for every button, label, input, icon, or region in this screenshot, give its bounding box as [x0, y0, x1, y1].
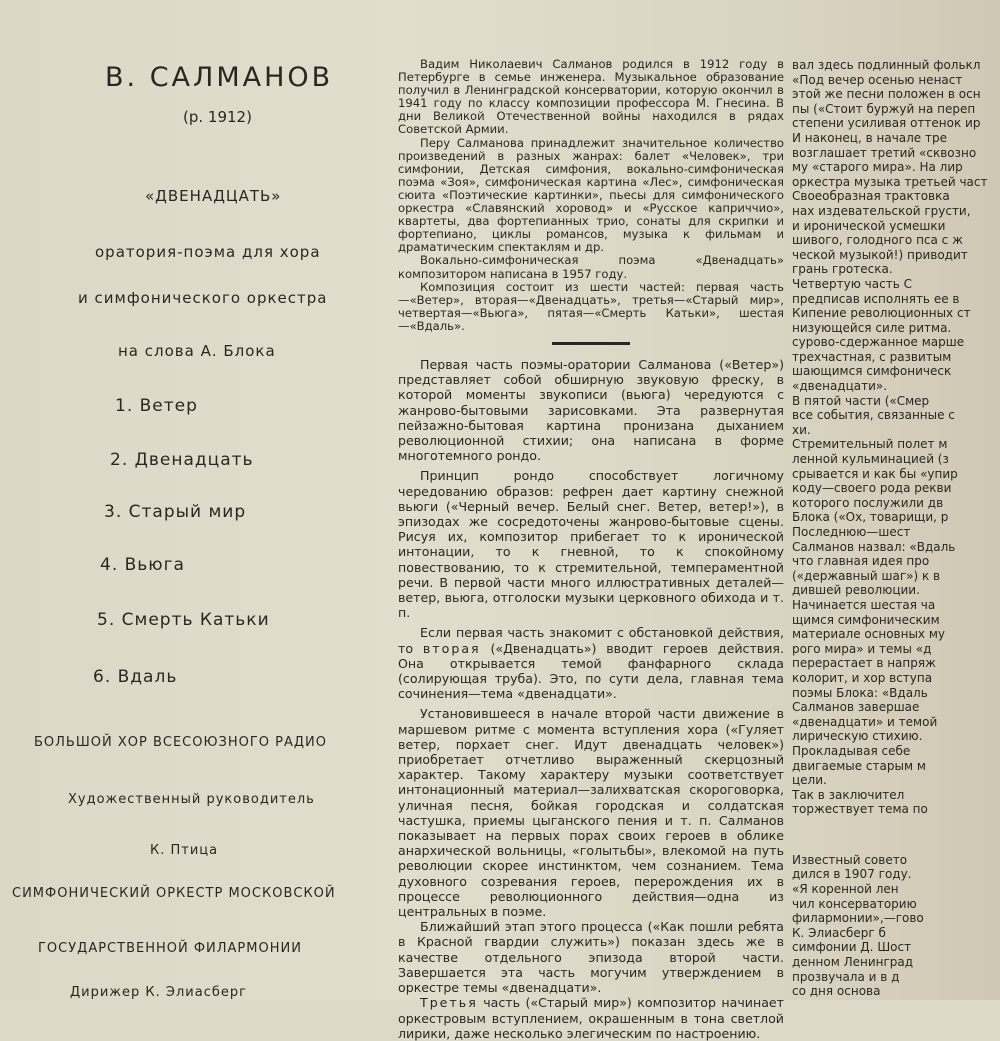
right-column-line: перерастает в напряж [792, 656, 936, 671]
work-title: «ДВЕНАДЦАТЬ» [145, 187, 282, 205]
right-column-line: ческой музыкой!) приводит [792, 247, 968, 262]
works-paragraph: Перу Салманова принадлежит значительное количество произведений в разных жанрах: балет «Человек», три симфонии, Детская симфония, вокально-симфоническая поэма «Зоя», симфоническая картина «Лес», симфоническая сюита «Поэтические картинки», пьесы для симфонического оркестра «Славянский хоровод» и «Русское каприччио», квартеты, два фортепианных трио, сонаты для скрипки и фортепиано, циклы романсов, музыка к фильмам и драматическим спектаклям и др. [398, 135, 784, 255]
right-column-line: цели. [792, 773, 827, 788]
right-column-line: колорит, и хор вступа [792, 670, 933, 685]
right-column-line: все события, связанные с [792, 408, 955, 423]
right-column-line: («державный шаг») к в [792, 568, 941, 583]
part-6: 6. Вдаль [93, 667, 178, 687]
right-column-line: Начинается шестая ча [792, 597, 936, 612]
analysis-paragraph-4: Установившееся в начале второй части движение в маршевом ритме с момента вступления хора («Гуляет ветер, порхает снег. Идут двенадцать человек») приобретает отчетливо выраженный скерцозный характер. Такому характеру музыки соответствует интонационный материал—залихватская скороговорка, уличная песня, бойкая городская и солдатская частушка, приемы цыганского пения и т. п. Салманов показывает на первых порах своих героев в облике анархической вольницы, «голытьбы», влекомой на путь революции скорее инстинктом, чем сознанием. Тема духовного созревания героев, перерождения их в процессе революционного действия—одна из центральных в поэме. [398, 706, 784, 920]
right-column-line: хи. [792, 422, 811, 437]
right-column-line: двигаемые старым м [792, 758, 926, 773]
right-column-line: Блока («Ох, товарищи, р [792, 510, 949, 525]
right-column-line: рого мира» и темы «д [792, 641, 932, 656]
right-column-line: лирическую стихию. [792, 729, 923, 744]
middle-column [398, 58, 784, 1041]
right-column-line: вал здесь подлинный фолькл [792, 58, 981, 72]
part-5: 5. Смерть Катьки [97, 610, 270, 630]
right-column-line: сурово-сдержанное марше [792, 335, 965, 350]
date-paragraph: Вокально-симфоническая поэма «Двенадцать» композитором написана в 1957 году. [398, 253, 784, 281]
right-column-line: симфонии Д. Шост [792, 940, 912, 955]
right-column-line: «Под вечер осенью ненаст [792, 72, 963, 87]
right-column-line: Кипение революционных ст [792, 306, 971, 321]
right-column-line: коду—своего рода рекви [792, 481, 952, 496]
right-column-line: шающимся симфоническ [792, 364, 952, 379]
right-column-line: шивого, голодного пса с ж [792, 233, 963, 248]
structure-paragraph: Композиция состоит из шести частей: первая часть—«Ветер», вторая—«Двенадцать», третья—«Старый мир», четвертая—«Вьюга», пятая—«Смерть Катьки», шестая—«Вдаль». [398, 279, 784, 333]
right-column-line: К. Элиасберг б [792, 925, 886, 940]
choir-director-name: К. Птица [150, 843, 219, 858]
right-column-line: грань гротеска. [792, 262, 893, 277]
right-column-line: торжествует тема по [792, 802, 928, 817]
right-column-line: му «старого мира». На лир [792, 160, 963, 175]
subtitle-line-1: оратория-поэма для хора [95, 243, 321, 261]
right-column-line: со дня основа [792, 984, 881, 999]
right-column-line: этой же песни положен в осн [792, 87, 981, 102]
right-column-line: нах издевательской грусти, [792, 203, 971, 218]
right-column-line: предписав исполнять ее в [792, 291, 960, 306]
right-column-line: поэмы Блока: «Вдаль [792, 685, 928, 700]
right-column-line: Прокладывая себе [792, 743, 911, 758]
analysis-paragraph-3: Если первая часть знакомит с обстановкой действия, то вторая («Двенадцать») вводит героев действия. Она открывается темой фанфарного склада (солирующая труба). Это, по сути дела, главная тема сочинения—тема «двенадцати». [398, 625, 784, 702]
right-column-line: которого послужили дв [792, 495, 944, 510]
right-column-line: Салманов назвал: «Вдаль [792, 539, 956, 554]
part-1: 1. Ветер [115, 396, 198, 416]
right-column-line: возглашает третий «сквозно [792, 145, 977, 160]
right-column-line: и иронической усмешки [792, 218, 946, 233]
left-column [0, 0, 380, 1000]
part-4: 4. Вьюга [100, 555, 185, 575]
subtitle-line-2: и симфонического оркестра [78, 289, 328, 307]
conductor: Дирижер К. Элиасберг [70, 985, 247, 1000]
right-column-line: «двенадцати» и темой [792, 714, 938, 729]
orchestra-name-2: ГОСУДАРСТВЕННОЙ ФИЛАРМОНИИ [38, 941, 302, 956]
composer-name: В. САЛМАНОВ [105, 62, 334, 93]
choir-name: БОЛЬШОЙ ХОР ВСЕСОЮЗНОГО РАДИО [34, 735, 327, 750]
right-column-line: низующейся силе ритма. [792, 320, 952, 335]
choir-director-label: Художественный руководитель [68, 792, 315, 807]
orchestra-name-1: СИМФОНИЧЕСКИЙ ОРКЕСТР МОСКОВСКОЙ [12, 886, 336, 901]
right-column-line: что главная идея про [792, 554, 930, 569]
composer-years: (р. 1912) [183, 108, 252, 126]
right-column-line: степени усиливая оттенок ир [792, 116, 981, 131]
right-column-line: прозвучала и в д [792, 969, 900, 984]
section-divider [552, 342, 630, 345]
analysis-text [398, 357, 784, 1041]
right-column-line: чил консерваторию [792, 896, 917, 911]
right-column-line: Своеобразная трактовка [792, 189, 950, 204]
right-column-line: Четвертую часть С [792, 276, 912, 291]
right-column-line: дился в 1907 году. [792, 867, 912, 882]
right-column-line: щимся симфоническим [792, 612, 940, 627]
right-column-line: денном Ленинград [792, 955, 914, 970]
right-column-line: В пятой части («Смер [792, 393, 930, 408]
part-3: 3. Старый мир [104, 502, 247, 522]
subtitle-line-3: на слова А. Блока [118, 342, 276, 360]
right-column [792, 58, 1000, 999]
right-column-line: филармонии»,—гово [792, 911, 924, 926]
analysis-paragraph-2: Принцип рондо способствует логичному чередованию образов: рефрен дает картину снежной вьюги («Черный вечер. Белый снег. Ветер, ветер!»), в эпизодах же сосредоточены жанрово-бытовые сцены. Рисуя их, композитор прибегает то к иронической интонации, то к гневной, то к спокойному повествованию, то к стремительной, темпераментной речи. В первой части много иллюстративных деталей—ветер, вьюга, отголоски музыки церковного обихода и т. п. [398, 468, 784, 621]
right-column-line: Салманов завершае [792, 700, 920, 715]
right-column-line: пы («Стоит буржуй на переп [792, 101, 976, 116]
analysis-paragraph-5: Ближайший этап этого процесса («Как пошли ребята в Красной гвардии служить») показан здесь же в качестве отдельного эпизода второй части. Завершается эта часть могучим утверждением в оркестре темы «двенадцати». [398, 919, 784, 996]
right-column-line: Так в заключител [792, 787, 905, 802]
right-column-line: дившей революции. [792, 583, 920, 598]
part-2: 2. Двенадцать [110, 450, 254, 470]
right-column-line: срывается и как бы «упир [792, 466, 958, 481]
right-column-line: оркестра музыка третьей част [792, 174, 988, 189]
right-column-line: трехчастная, с развитым [792, 349, 952, 364]
right-column-line: ленной кульминацией (з [792, 452, 949, 467]
right-column-line: И наконец, в начале тре [792, 130, 947, 145]
analysis-paragraph-6: Третья часть («Старый мир») композитор начинает оркестровым вступлением, окрашенным в тона светлой лирики, даже несколько элегическим по настроению. [398, 995, 784, 1041]
analysis-paragraph-1: Первая часть поэмы-оратории Салманова («Ветер») представляет собой обширную звуковую фреску, в которой моменты звукописи (вьюга) чередуются с жанрово-бытовыми зарисовками. Эта развернутая пейзажно-бытовая картина пронизана дыханием революционной стихии; она написана в форме многотемного рондо. [398, 356, 784, 464]
right-column-line: «Я коренной лен [792, 882, 899, 897]
bio-paragraph: Вадим Николаевич Салманов родился в 1912 году в Петербурге в семье инженера. Музыкальное образование получил в Ленинградской консерватории, которую окончил в 1941 году по классу композиции профессора М. Гнесина. В дни Великой Отечественной войны находился в рядах Советской Армии. [398, 57, 784, 137]
right-column-line: «двенадцати». [792, 379, 888, 394]
right-column-line: Последнюю—шест [792, 525, 911, 539]
right-column-line: материале основных му [792, 627, 946, 642]
right-column-line: Известный совето [792, 852, 908, 867]
right-column-line: Стремительный полет м [792, 437, 948, 452]
